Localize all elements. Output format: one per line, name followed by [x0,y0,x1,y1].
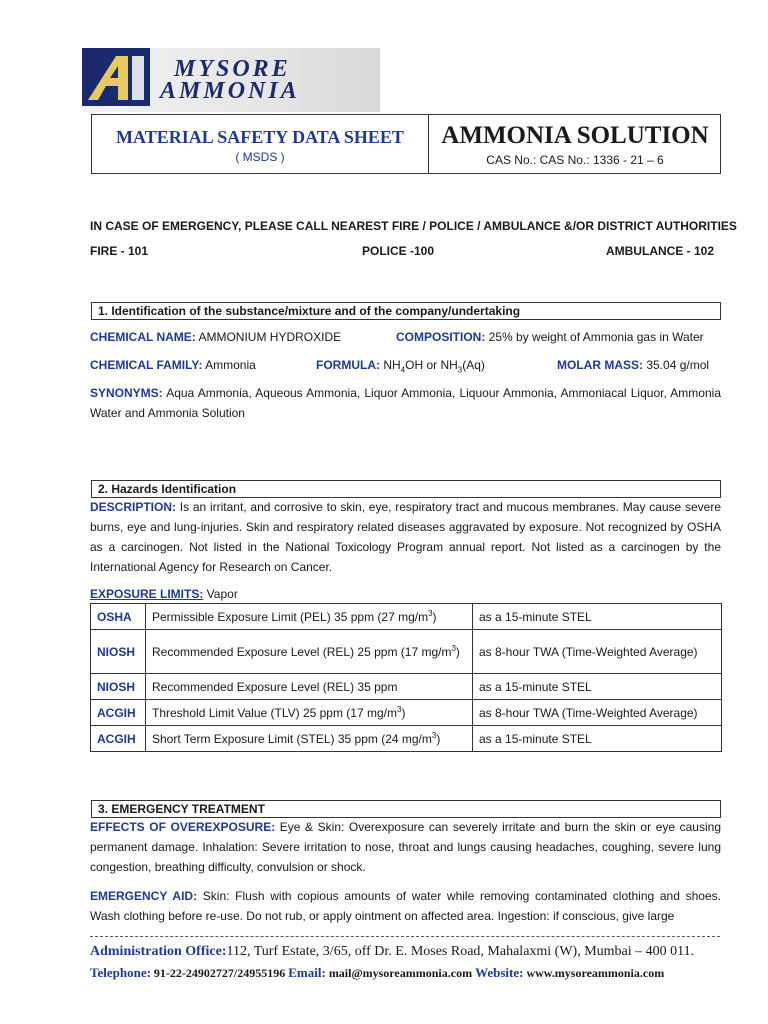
formula-line [316,358,485,374]
molar-mass-value: 35.04 g/mol [643,358,710,372]
chemical-name-label: CHEMICAL NAME: [90,330,196,344]
section-1-heading: 1. Identification of the substance/mixture and of the company/undertaking [91,302,721,320]
fire-number: FIRE - 101 [90,244,149,258]
website-value[interactable]: www.mysoreammonia.com [523,966,665,980]
limit-cell [146,630,473,674]
table-row [91,726,722,752]
emergency-notice: IN CASE OF EMERGENCY, PLEASE CALL NEAREST FIRE / POLICE / AMBULANCE &/OR DISTRICT AUTHORITIES [90,219,737,233]
formula-part: (Aq) [462,358,485,372]
emergency-aid-paragraph [90,886,721,926]
table-row [91,630,722,674]
police-number: POLICE -100 [362,244,435,258]
chemical-family-line [90,358,256,372]
email-label: Email: [288,965,326,980]
formula-label: FORMULA: [316,358,380,372]
molar-mass-line [557,358,709,372]
formula-subscript: 4 [400,365,406,375]
synonyms-label: SYNONYMS: [90,386,163,400]
org-cell: NIOSH [91,674,146,700]
formula-part: OH or NH [405,358,458,372]
description-label: DESCRIPTION: [90,500,177,514]
superscript: 3 [431,731,437,740]
chemical-name-line [90,330,341,344]
admin-office-label: Administration Office: [90,944,227,959]
limit-text: ) [432,610,437,624]
emergency-aid-label: EMERGENCY AID: [90,889,198,903]
limit-text: ) [436,732,441,746]
note-cell: as a 15-minute STEL [473,726,722,752]
limit-text: Threshold Limit Value (TLV) 25 ppm (17 mg/m [152,706,397,720]
exposure-limits-value: Vapor [203,587,238,601]
email-value[interactable]: mail@mysoreammonia.com [325,966,476,980]
org-cell: OSHA [91,604,146,630]
synonyms-paragraph [90,383,721,423]
msds-subtitle: ( MSDS ) [235,150,285,164]
msds-title: MATERIAL SAFETY DATA SHEET [116,127,404,147]
chemical-family-value: Ammonia [202,358,256,372]
composition-value: 25% by weight of Ammonia gas in Water [485,330,704,344]
note-cell: as a 15-minute STEL [473,604,722,630]
table-row [91,674,722,700]
company-logo [82,48,380,112]
limit-cell [146,726,473,752]
emergency-aid-value: Skin: Flush with copious amounts of water while removing contaminated clothing and shoes. Wash clothing before re-use. Do not rub, or apply ointment on affected area. Ingestion: if conscious, give large [90,889,721,923]
superscript: 3 [396,705,402,714]
composition-line [396,330,704,344]
ambulance-number: AMBULANCE - 102 [606,244,715,258]
footer-contact [90,965,664,981]
website-label: Website: [475,965,524,980]
org-cell: ACGIH [91,700,146,726]
title-box [91,114,721,174]
footer-divider [90,936,720,937]
limit-text: Recommended Exposure Level (REL) 35 ppm [152,680,398,694]
limit-cell [146,700,473,726]
footer-address [90,944,694,960]
synonyms-value: Aqua Ammonia, Aqueous Ammonia, Liquor Ammonia, Liquour Ammonia, Ammoniacal Liquor, Ammonia Water and Ammonia Solution [90,386,721,420]
exposure-limits-label: EXPOSURE LIMITS: [90,587,204,601]
superscript: 3 [428,609,433,618]
admin-office-address: 112, Turf Estate, 3/65, off Dr. E. Moses Road, Mahalaxmi (W), Mumbai – 400 011. [226,944,695,959]
section-3-heading: 3. EMERGENCY TREATMENT [91,800,721,818]
table-row [91,700,722,726]
org-cell: ACGIH [91,726,146,752]
note-cell: as 8-hour TWA (Time-Weighted Average) [473,700,722,726]
effects-paragraph [90,817,721,877]
note-cell: as 8-hour TWA (Time-Weighted Average) [473,630,722,674]
section-2-heading: 2. Hazards Identification [91,480,721,498]
logo-mark-icon [82,48,150,106]
limit-text: Permissible Exposure Limit (PEL) 35 ppm (27 mg/m [152,610,429,624]
limit-cell [146,604,473,630]
molar-mass-label: MOLAR MASS: [557,358,643,372]
limit-text: ) [455,645,460,659]
formula-subscript: 3 [457,365,463,375]
description-paragraph [90,497,721,577]
exposure-limits-line [90,587,238,601]
limit-text: Short Term Exposure Limit (STEL) 35 ppm (24 mg/m [152,732,432,746]
description-value: Is an irritant, and corrosive to skin, eye, respiratory tract and mucous membranes. May cause severe burns, eye and lung-injuries. Skin and respiratory related diseases aggravated by exposure. Not recognized by OSHA as a carcinogen. Not listed in the National Toxicology Program annual report. Not listed as a carcinogen by the International Agency for Research on Cancer. [90,500,721,574]
exposure-limits-table [90,603,722,752]
formula-part: NH [379,358,401,372]
logo-text-line1: MYSORE [174,56,291,82]
chemical-name-value: AMMONIUM HYDROXIDE [195,330,342,344]
limit-cell [146,674,473,700]
telephone-label: Telephone: [90,965,151,980]
product-title: AMMONIA SOLUTION [441,122,709,149]
chemical-family-label: CHEMICAL FAMILY: [90,358,203,372]
org-cell: NIOSH [91,630,146,674]
limit-text: ) [401,706,406,720]
composition-label: COMPOSITION: [396,330,486,344]
table-row [91,604,722,630]
logo-text-line2: AMMONIA [160,78,300,104]
telephone-value: 91-22-24902727/24955196 [150,966,289,980]
limit-text: Recommended Exposure Level (REL) 25 ppm (17 mg/m [152,645,452,659]
cas-number: CAS No.: CAS No.: 1336 - 21 – 6 [486,153,664,167]
effects-value: Eye & Skin: Overexposure can severely irritate and burn the skin or eye causing permanent damage. Inhalation: Severe irritation to nose, throat and lungs causing headaches, coughing, severe lung congestion, breathing difficulty, convulsion or shock. [90,820,721,874]
note-cell: as a 15-minute STEL [473,674,722,700]
effects-label: EFFECTS OF OVEREXPOSURE: [90,820,276,834]
superscript: 3 [451,644,456,653]
